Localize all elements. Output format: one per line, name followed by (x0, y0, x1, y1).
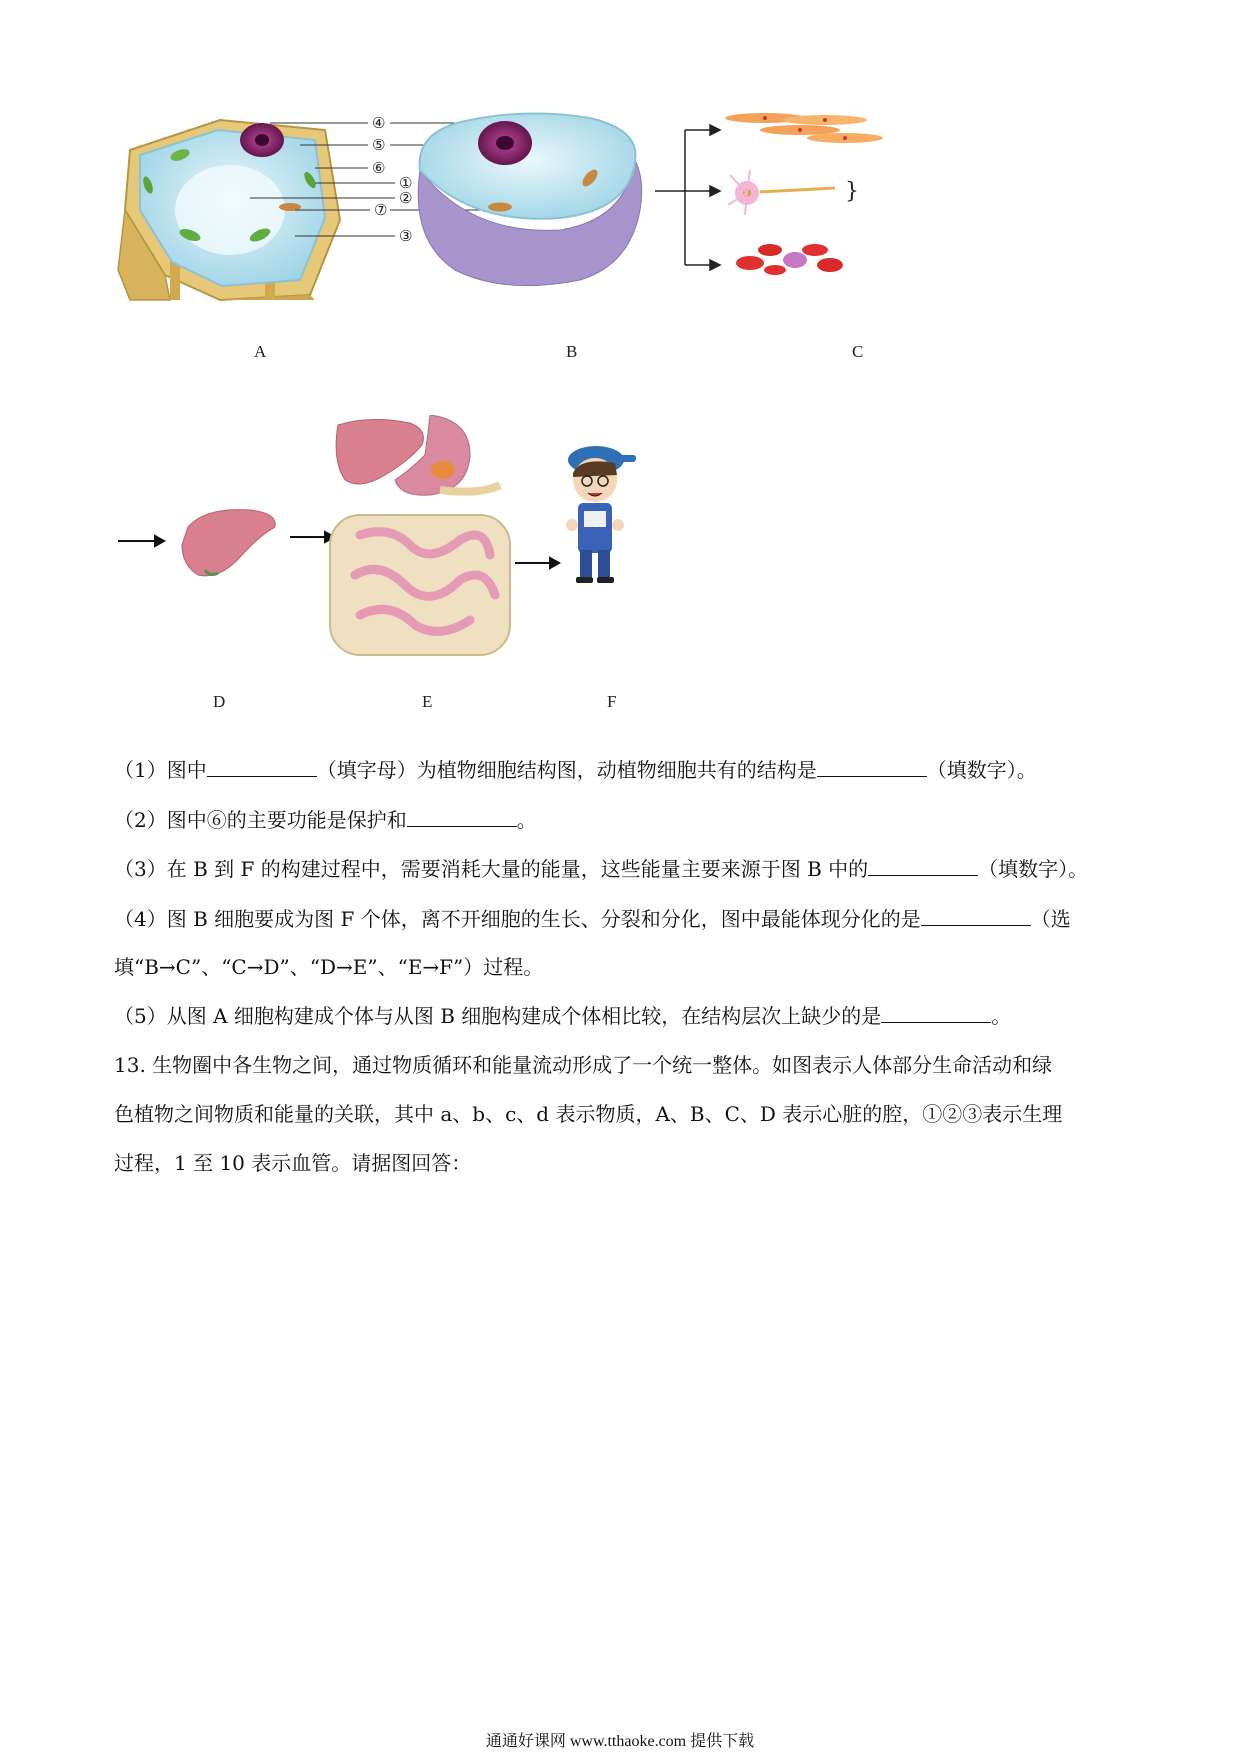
callout-1: ① (399, 174, 413, 192)
digestive-system-e (330, 415, 510, 655)
brace: } (845, 179, 859, 204)
label-d: D (213, 692, 226, 711)
question-4: （4）图 B 细胞要成为图 F 个体，离不开细胞的生长、分裂和分化，图中最能体现分化的是 （选 (114, 907, 1071, 931)
cell-figure (110, 100, 990, 350)
label-c: C (852, 342, 864, 361)
animal-cell-b (418, 113, 641, 285)
label-b: B (566, 342, 578, 361)
liver-d (182, 510, 275, 576)
blood-cells (736, 244, 843, 275)
muscle-cells (725, 113, 883, 143)
answer-blank[interactable] (868, 857, 978, 876)
callout-5: ⑤ (372, 136, 386, 154)
question-3: （3）在 B 到 F 的构建过程中，需要消耗大量的能量，这些能量主要来源于图 B 中的 （填数字）。 (114, 857, 1089, 881)
answer-blank[interactable] (207, 758, 317, 777)
callout-4: ④ (372, 114, 386, 132)
problem-13-line-3: 过程，1 至 10 表示血管。请据图回答： (114, 1151, 472, 1175)
answer-blank[interactable] (921, 907, 1031, 926)
person-f (566, 446, 636, 583)
problem-13-line-2: 色植物之间物质和能量的关联，其中 a、b、c、d 表示物质，A、B、C、D 表示心脏的腔，①②③表示生理 (114, 1102, 1063, 1126)
answer-blank[interactable] (817, 758, 927, 777)
question-5: （5）从图 A 细胞构建成个体与从图 B 细胞构建成个体相比较，在结构层次上缺少的是 。 (114, 1004, 1012, 1028)
nerve-cell (728, 170, 859, 215)
callout-6: ⑥ (372, 159, 386, 177)
question-4-continued: 填“B→C”、“C→D”、“D→E”、“E→F”）过程。 (114, 955, 544, 979)
label-f: F (607, 692, 617, 711)
organism-figure (110, 415, 660, 675)
callout-numbers (372, 114, 412, 245)
callout-2: ② (399, 189, 413, 207)
differentiation-arrows (655, 125, 720, 270)
label-e: E (422, 692, 433, 711)
answer-blank[interactable] (407, 808, 517, 827)
answer-blank[interactable] (881, 1004, 991, 1023)
callout-3: ③ (399, 227, 413, 245)
question-2: （2）图中⑥的主要功能是保护和 。 (114, 808, 537, 832)
question-1: （1）图中 （填字母）为植物细胞结构图，动植物细胞共有的结构是 （填数字）。 (114, 758, 1037, 782)
label-a: A (254, 342, 267, 361)
problem-13-line-1: 13. 生物圈中各生物之间，通过物质循环和能量流动形成了一个统一整体。如图表示人体部分生命活动和绿 (114, 1053, 1053, 1077)
page-footer: 通通好课网 www.tthaoke.com 提供下载 (485, 1733, 755, 1750)
callout-7: ⑦ (374, 201, 388, 219)
